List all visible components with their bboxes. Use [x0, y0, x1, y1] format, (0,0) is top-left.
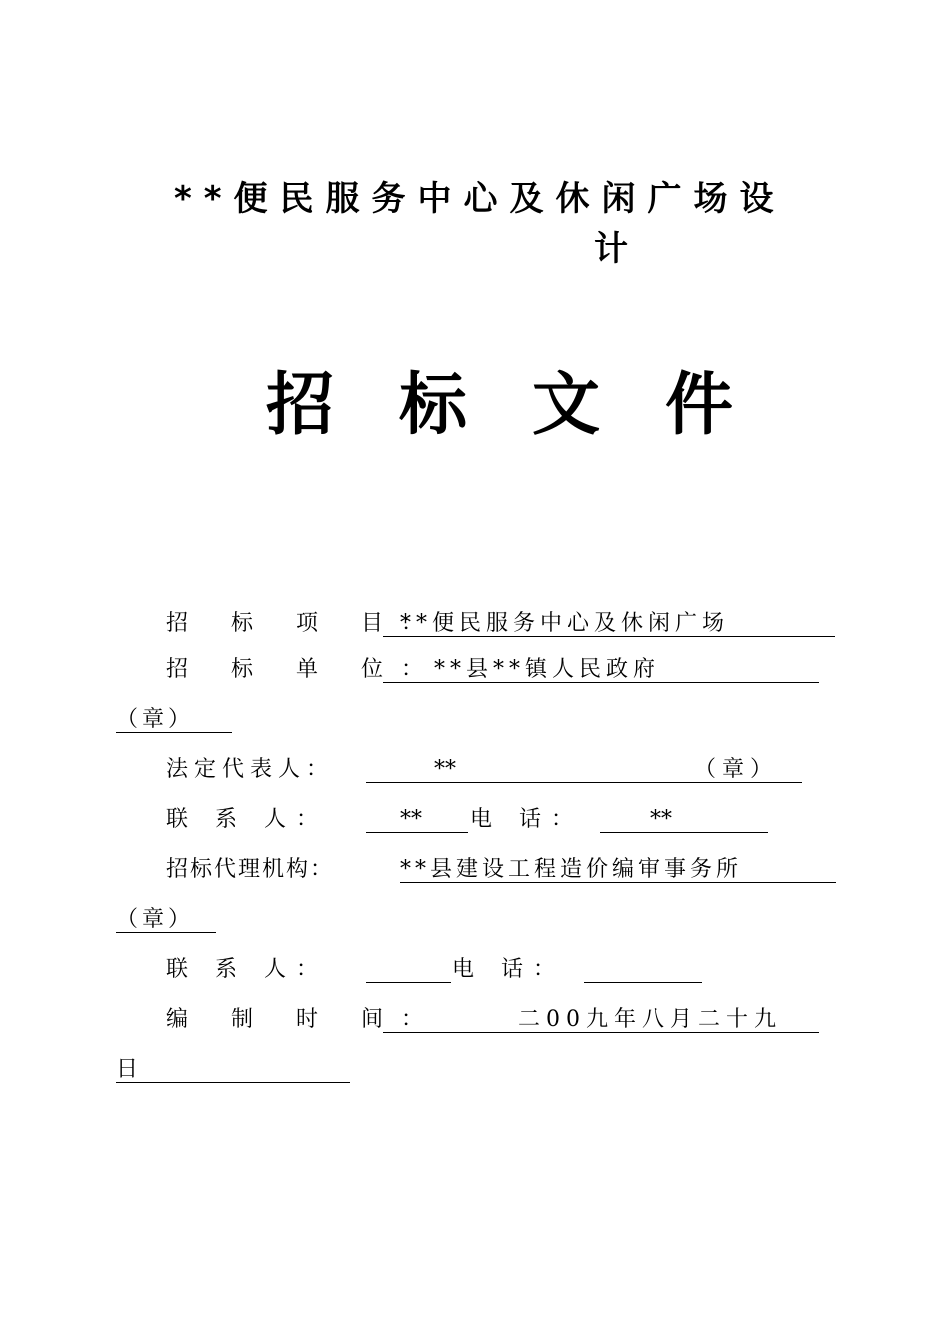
unit-underline: [383, 682, 819, 683]
unit-label: 招 标 单 位：: [166, 657, 441, 682]
date-underline-2: [116, 1082, 350, 1083]
legal-rep-seal: （章）: [694, 757, 779, 782]
legal-rep-underline: [366, 782, 802, 783]
agency-label: 招标代理机构：: [166, 857, 335, 882]
title-line-1: **便民服务中心及休闲广场设: [174, 179, 786, 219]
contact1-label: 联 系 人：: [166, 807, 328, 832]
project-value: **便民服务中心及休闲广场: [400, 611, 730, 636]
date-value-line1: 二00九年八月二十九: [518, 1007, 782, 1032]
phone2-underline: [584, 982, 702, 983]
date-underline: [383, 1032, 819, 1033]
agency-row: [0, 859, 950, 889]
contact2-row: [0, 959, 950, 989]
contact1-value: **: [400, 807, 422, 832]
unit-seal-row: [0, 709, 950, 739]
project-row: [0, 613, 950, 643]
phone1-value: **: [650, 807, 672, 832]
agency-seal: （章）: [116, 907, 195, 932]
date-row-2: [0, 1059, 950, 1089]
contact1-row: [0, 809, 950, 839]
agency-value: **县建设工程造价编审事务所: [400, 857, 743, 882]
date-value-line2: 日: [116, 1057, 139, 1082]
contact2-underline: [366, 982, 451, 983]
unit-row: [0, 659, 950, 689]
phone1-label: 电 话：: [470, 807, 583, 832]
agency-underline: [400, 882, 836, 883]
unit-seal: （章）: [116, 707, 195, 732]
legal-rep-label: 法定代表人：: [166, 757, 335, 782]
unit-seal-underline: [116, 732, 232, 733]
date-label: 编 制 时 间：: [166, 1007, 441, 1032]
phone1-underline: [600, 832, 768, 833]
legal-rep-value: **: [434, 757, 456, 782]
contact2-label: 联 系 人：: [166, 957, 328, 982]
agency-seal-underline: [116, 932, 216, 933]
date-row: [0, 1009, 950, 1039]
contact1-underline: [366, 832, 468, 833]
project-underline: [383, 636, 835, 637]
title-line-2: 计: [594, 229, 640, 269]
project-label: 招 标 项 目：: [166, 611, 441, 636]
agency-seal-row: [0, 909, 950, 939]
legal-rep-row: [0, 759, 950, 789]
phone2-label: 电 话：: [452, 957, 565, 982]
unit-value: **县**镇人民政府: [434, 657, 661, 682]
document-title: 招标文件: [266, 366, 799, 445]
